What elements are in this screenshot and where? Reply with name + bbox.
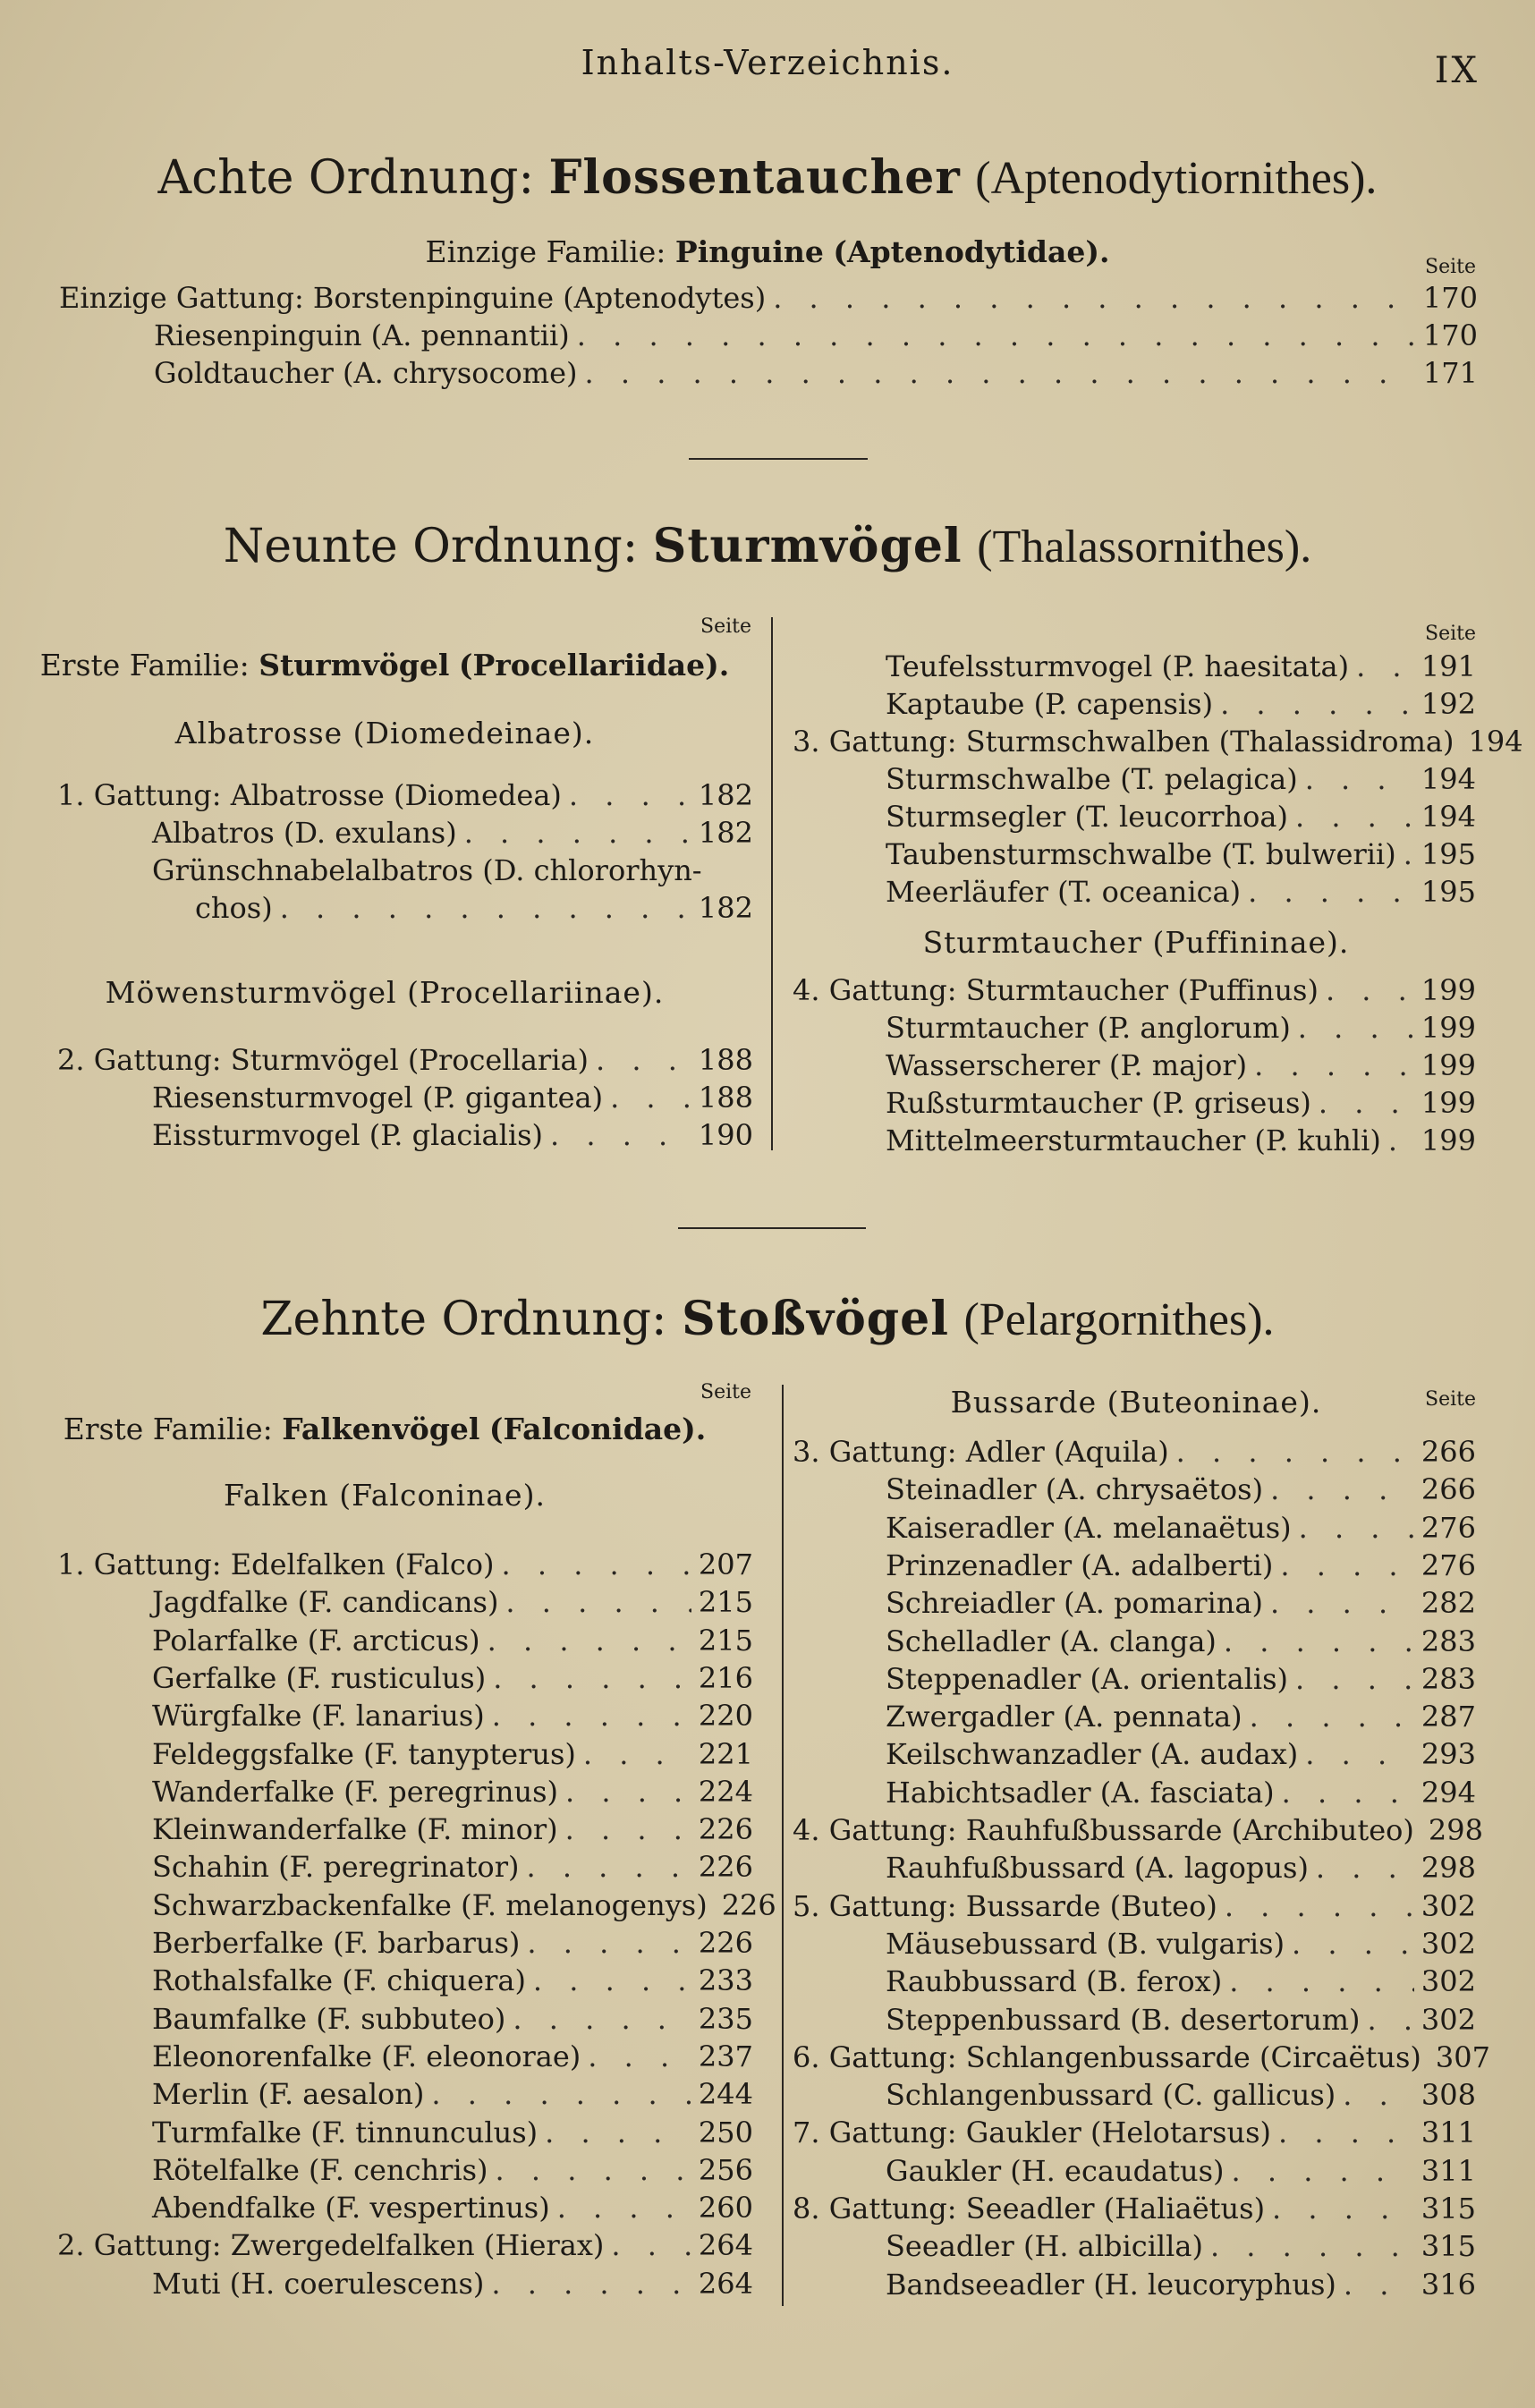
family-heading-9 bbox=[36, 648, 734, 683]
toc-entry: Mäusebussard (B. vulgaris) . . . 302 bbox=[886, 1927, 1476, 1963]
toc-entry: Jagdfalke (F. candicans) . . . 215 bbox=[152, 1585, 753, 1621]
toc-entry: Kleinwanderfalke (F. minor) . . . 226 bbox=[152, 1812, 753, 1848]
page-number: IX bbox=[1434, 50, 1480, 91]
toc-entry: Riesenpinguin (A. pennantii) . . . 170 bbox=[154, 318, 1478, 354]
order-name: Stoßvögel bbox=[682, 1292, 949, 1346]
toc-entry: Eissturmvogel (P. glacialis) . . . 190 bbox=[152, 1118, 753, 1154]
family-heading-10 bbox=[36, 1412, 734, 1446]
toc-entry: Würgfalke (F. lanarius) . . . 220 bbox=[152, 1699, 753, 1734]
toc-entry: Abendfalke (F. vespertinus) . . . 260 bbox=[152, 2191, 753, 2226]
family-heading-8 bbox=[0, 234, 1535, 269]
toc-entry: 1. Gattung: Edelfalken (Falco) . . . 207 bbox=[57, 1547, 753, 1583]
toc-entry: Baumfalke (F. subbuteo) . . . 235 bbox=[152, 2002, 753, 2038]
toc-entry: Raubbussard (B. ferox) . . . 302 bbox=[886, 1964, 1476, 2000]
order-latin: (Pelargornithes). bbox=[963, 1294, 1275, 1345]
running-title: Inhalts-Verzeichnis. bbox=[581, 43, 954, 82]
toc-entry: Mittelmeersturmtaucher (P. kuhli) . . . 199 bbox=[886, 1123, 1476, 1159]
toc-entry: Muti (H. coerulescens) . . . 264 bbox=[152, 2267, 753, 2302]
toc-entry: 4. Gattung: Sturmtaucher (Puffinus) . . . 199 bbox=[793, 973, 1476, 1009]
toc-entry: Rothalsfalke (F. chiquera) . . . 233 bbox=[152, 1963, 753, 1999]
toc-entry: Sturmschwalbe (T. pelagica) . . . 194 bbox=[886, 762, 1476, 798]
toc-entry: Polarfalke (F. arcticus) . . . 215 bbox=[152, 1624, 753, 1659]
order-prefix: Zehnte Ordnung: bbox=[260, 1293, 667, 1346]
subfamily-heading: Möwensturmvögel (Procellariinae). bbox=[105, 975, 665, 1010]
toc-entry: Bandseeadler (H. leucoryphus) . . . 316 bbox=[886, 2268, 1476, 2303]
toc-entry: 1. Gattung: Albatrosse (Diomedea) . . . 182 bbox=[57, 778, 753, 814]
toc-entry: Schahin (F. peregrinator) . . . 226 bbox=[152, 1850, 753, 1886]
family-label: Erste Familie: bbox=[39, 648, 250, 683]
toc-entry: Merlin (F. aesalon) . . . 244 bbox=[152, 2077, 753, 2113]
toc-entry: Schlangenbussard (C. gallicus) . . . 308 bbox=[886, 2078, 1476, 2114]
seite-label: Seite bbox=[700, 615, 751, 638]
family-latin: (Procellariidae). bbox=[458, 648, 730, 683]
family-name: Falkenvögel bbox=[282, 1412, 480, 1446]
toc-entry: Habichtsadler (A. fasciata) . . . 294 bbox=[886, 1776, 1476, 1811]
toc-entry: 2. Gattung: Sturmvögel (Procellaria) . . . 188 bbox=[57, 1043, 753, 1079]
toc-entry: Feldeggsfalke (F. tanypterus) . . . 221 bbox=[152, 1737, 753, 1773]
order-name: Flossentaucher bbox=[548, 150, 961, 205]
seite-label: Seite bbox=[1425, 623, 1476, 645]
toc-entry: Rötelfalke (F. cenchris) . . . 256 bbox=[152, 2153, 753, 2189]
family-name: Pinguine bbox=[674, 234, 824, 269]
toc-entry: Schreiadler (A. pomarina) . . . 282 bbox=[886, 1586, 1476, 1622]
toc-entry: 3. Gattung: Sturmschwalben (Thalassidroma) 194 bbox=[793, 725, 1523, 759]
toc-entry: Einzige Gattung: Borstenpinguine (Aptenodytes) . . . 170 bbox=[59, 281, 1478, 317]
toc-entry: Seeadler (H. albicilla) . . . 315 bbox=[886, 2229, 1476, 2265]
order-prefix: Achte Ordnung: bbox=[157, 151, 534, 205]
toc-entry: Kaptaube (P. capensis) . . . 192 bbox=[886, 687, 1476, 723]
toc-entry: Eleonorenfalke (F. eleonorae) . . . 237 bbox=[152, 2039, 753, 2075]
toc-entry: Schelladler (A. clanga) . . . 283 bbox=[886, 1624, 1476, 1660]
toc-entry-line1: Grünschnabelalbatros (D. chlororhyn- bbox=[152, 853, 702, 887]
family-label: Einzige Familie: bbox=[425, 234, 666, 269]
toc-entry: Sturmsegler (T. leucorrhoa) . . . 194 bbox=[886, 800, 1476, 835]
toc-entry: Albatros (D. exulans) . . . 182 bbox=[152, 816, 753, 852]
toc-entry: 5. Gattung: Bussarde (Buteo) . . . 302 bbox=[793, 1889, 1476, 1925]
toc-entry: Wasserscherer (P. major) . . . 199 bbox=[886, 1048, 1476, 1084]
toc-entry: Turmfalke (F. tinnunculus) . . . 250 bbox=[152, 2115, 753, 2151]
toc-entry: Keilschwanzadler (A. audax) . . . 293 bbox=[886, 1737, 1476, 1773]
seite-label: Seite bbox=[1425, 256, 1476, 278]
toc-entry: Berberfalke (F. barbarus) . . . 226 bbox=[152, 1926, 753, 1962]
toc-entry: Riesensturmvogel (P. gigantea) . . . 188 bbox=[152, 1081, 753, 1116]
order-heading-8 bbox=[0, 150, 1535, 205]
toc-entry: Steinadler (A. chrysaëtos) . . . 266 bbox=[886, 1472, 1476, 1508]
order-heading-9 bbox=[0, 519, 1535, 573]
order-latin: (Thalassornithes). bbox=[977, 521, 1312, 572]
toc-entry: Goldtaucher (A. chrysocome) . . . 171 bbox=[154, 356, 1478, 392]
order-latin: (Aptenodytiornithes). bbox=[975, 153, 1378, 204]
toc-entry: 8. Gattung: Seeadler (Haliaëtus) . . . 315 bbox=[793, 2192, 1476, 2227]
subfamily-heading: Bussarde (Buteoninae). bbox=[950, 1385, 1322, 1420]
toc-entry: Wanderfalke (F. peregrinus) . . . 224 bbox=[152, 1775, 753, 1810]
subfamily-heading: Sturmtaucher (Puffininae). bbox=[922, 925, 1350, 960]
toc-entry: chos) . . . 182 bbox=[195, 891, 753, 927]
subfamily-heading: Albatrosse (Diomedeinae). bbox=[174, 716, 595, 750]
toc-entry: Steppenadler (A. orientalis) . . . 283 bbox=[886, 1662, 1476, 1698]
family-name: Sturmvögel bbox=[259, 648, 450, 683]
toc-entry: Kaiseradler (A. melanaëtus) . . . 276 bbox=[886, 1511, 1476, 1547]
toc-entry: Rußsturmtaucher (P. griseus) . . . 199 bbox=[886, 1086, 1476, 1122]
seite-label: Seite bbox=[1425, 1388, 1476, 1411]
toc-entry: 3. Gattung: Adler (Aquila) . . . 266 bbox=[793, 1435, 1476, 1471]
family-label: Erste Familie: bbox=[63, 1412, 273, 1446]
toc-entry: Prinzenadler (A. adalberti) . . . 276 bbox=[886, 1548, 1476, 1584]
toc-entry: 6. Gattung: Schlangenbussarde (Circaëtus) 307 bbox=[793, 2039, 1490, 2074]
order-heading-10 bbox=[0, 1292, 1535, 1346]
section-divider bbox=[678, 1227, 866, 1229]
toc-entry: Teufelssturmvogel (P. haesitata) . . . 191 bbox=[886, 649, 1476, 685]
toc-entry: Meerläufer (T. oceanica) . . . 195 bbox=[886, 875, 1476, 911]
toc-entry: 2. Gattung: Zwergedelfalken (Hierax) . . . 264 bbox=[57, 2228, 753, 2264]
toc-entry: Zwergadler (A. pennata) . . . 287 bbox=[886, 1700, 1476, 1735]
toc-entry: 4. Gattung: Rauhfußbussarde (Archibuteo) 298 bbox=[793, 1813, 1483, 1847]
subfamily-heading: Falken (Falconinae). bbox=[224, 1478, 546, 1513]
seite-label: Seite bbox=[700, 1381, 751, 1403]
toc-entry: Rauhfußbussard (A. lagopus) . . . 298 bbox=[886, 1851, 1476, 1887]
family-latin: (Aptenodytidae). bbox=[833, 234, 1110, 269]
toc-entry: Schwarzbackenfalke (F. melanogenys) 226 bbox=[152, 1887, 776, 1922]
order-prefix: Neunte Ordnung: bbox=[223, 520, 639, 573]
toc-entry: Gaukler (H. ecaudatus) . . . 311 bbox=[886, 2154, 1476, 2190]
toc-entry: Steppenbussard (B. desertorum) . . . 302 bbox=[886, 2003, 1476, 2039]
order-name: Sturmvögel bbox=[652, 519, 963, 573]
toc-entry: Taubensturmschwalbe (T. bulwerii) . . . 195 bbox=[886, 837, 1476, 873]
column-divider bbox=[771, 617, 773, 1150]
section-divider bbox=[689, 458, 868, 460]
toc-entry: 7. Gattung: Gaukler (Helotarsus) . . . 311 bbox=[793, 2115, 1476, 2151]
column-divider bbox=[782, 1385, 784, 2306]
family-latin: (Falconidae). bbox=[488, 1412, 707, 1446]
toc-entry: Gerfalke (F. rusticulus) . . . 216 bbox=[152, 1661, 753, 1697]
toc-entry: Sturmtaucher (P. anglorum) . . . 199 bbox=[886, 1011, 1476, 1047]
